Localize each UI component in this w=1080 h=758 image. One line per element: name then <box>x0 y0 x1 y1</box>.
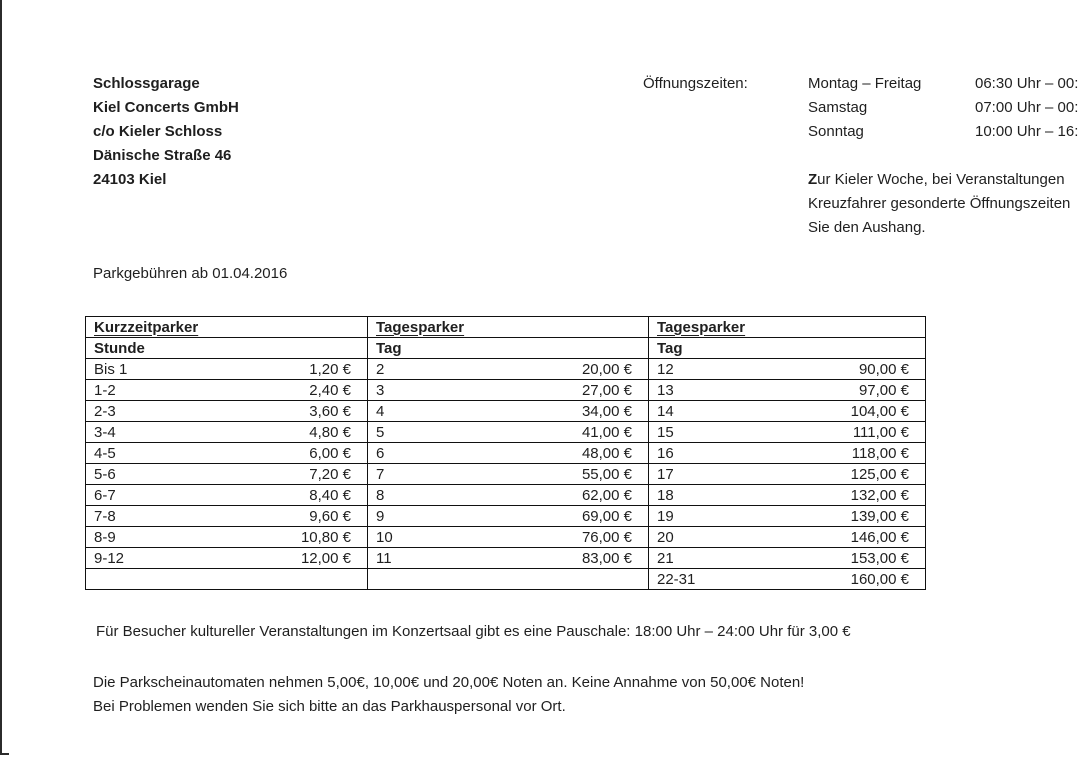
fee-price: 55,00 € <box>581 465 632 483</box>
table-cell <box>86 464 368 485</box>
table-cell <box>368 485 649 506</box>
page-edge-foot <box>0 753 9 755</box>
fee-cell <box>86 550 367 567</box>
fee-cell <box>368 361 648 378</box>
fee-price: 27,00 € <box>581 381 632 399</box>
fee-cell <box>368 424 648 441</box>
fee-price: 2,40 € <box>309 381 351 399</box>
opening-hours-time: 10:00 Uhr – 16: <box>975 123 1079 140</box>
fee-cell <box>649 550 925 567</box>
special-hours-note-line <box>808 168 1070 192</box>
table-cell <box>368 548 649 569</box>
fee-cell <box>649 529 925 546</box>
fee-label: 20 <box>657 528 674 546</box>
fee-cell <box>86 424 367 441</box>
fee-label: 11 <box>376 549 392 567</box>
table-row <box>86 380 926 401</box>
fee-cell <box>368 466 648 483</box>
table-cell <box>649 359 926 380</box>
fee-cell <box>649 445 925 462</box>
table-cell <box>649 317 926 338</box>
fee-cell <box>86 487 367 504</box>
table-cell <box>368 506 649 527</box>
fee-label: Bis 1 <box>94 360 128 378</box>
table-row <box>86 317 926 338</box>
fee-price: 34,00 € <box>581 402 632 420</box>
fee-price: 4,80 € <box>309 423 351 441</box>
fee-label: 22-31 <box>657 570 696 588</box>
table-cell <box>368 422 649 443</box>
note-bold-initial: Z <box>808 171 818 188</box>
table-cell <box>368 317 649 338</box>
table-cell <box>368 527 649 548</box>
column-subheader: Tag <box>657 339 683 357</box>
table-cell <box>368 443 649 464</box>
page-edge-line <box>0 0 2 755</box>
fee-label: 19 <box>657 507 674 525</box>
address-line: 24103 Kiel <box>93 171 167 188</box>
column-header: Tagesparker <box>657 318 746 336</box>
fee-label: 17 <box>657 465 674 483</box>
address-line: c/o Kieler Schloss <box>93 123 223 140</box>
opening-hours-time: 06:30 Uhr – 00: <box>975 75 1079 92</box>
table-cell <box>368 359 649 380</box>
special-hours-note-line: Sie den Aushang. <box>808 219 926 236</box>
fee-cell <box>368 508 648 525</box>
special-hours-note-line: Kreuzfahrer gesonderte Öffnungszeiten <box>808 195 1071 212</box>
fee-price: 20,00 € <box>581 360 632 378</box>
fee-cell <box>649 403 925 420</box>
table-cell <box>86 569 368 590</box>
fee-cell <box>649 466 925 483</box>
fee-label: 15 <box>657 423 674 441</box>
table-cell <box>86 422 368 443</box>
table-cell <box>86 443 368 464</box>
table-row <box>86 569 926 590</box>
table-cell <box>649 569 926 590</box>
fee-label: 13 <box>657 381 674 399</box>
flat-rate-note: Für Besucher kultureller Veranstaltungen im Konzertsaal gibt es eine Pauschale: 18:00 Uhr – 24:00 Uhr für 3,00 € <box>96 623 851 640</box>
fee-cell <box>649 424 925 441</box>
table-cell <box>368 464 649 485</box>
fee-cell <box>86 403 367 420</box>
fee-label: 6-7 <box>94 486 116 504</box>
table-cell <box>649 422 926 443</box>
fee-label: 2 <box>376 360 385 378</box>
fee-label: 3 <box>376 381 385 399</box>
table-row <box>86 359 926 380</box>
fee-price: 153,00 € <box>850 549 909 567</box>
fee-cell <box>649 361 925 378</box>
banknote-note: Die Parkscheinautomaten nehmen 5,00€, 10,00€ und 20,00€ Noten an. Keine Annahme von 50,00€ Noten! <box>93 674 805 691</box>
table-cell <box>86 317 368 338</box>
fee-cell <box>86 466 367 483</box>
fee-price: 132,00 € <box>850 486 909 504</box>
fee-cell <box>368 382 648 399</box>
table-cell <box>86 527 368 548</box>
fee-label: 9-12 <box>94 549 125 567</box>
table-row <box>86 485 926 506</box>
fee-label: 8-9 <box>94 528 116 546</box>
table-cell <box>368 569 649 590</box>
table-row <box>86 443 926 464</box>
table-row <box>86 338 926 359</box>
column-subheader: Stunde <box>94 339 145 357</box>
note-line-rest: ur Kieler Woche, bei Veranstaltungen <box>817 171 1065 188</box>
table-row <box>86 401 926 422</box>
fee-cell <box>368 403 648 420</box>
table-cell <box>86 338 368 359</box>
table-cell <box>86 359 368 380</box>
opening-hours-time: 07:00 Uhr – 00: <box>975 99 1079 116</box>
table-cell <box>86 548 368 569</box>
fee-label: 4 <box>376 402 385 420</box>
table-cell <box>368 401 649 422</box>
fee-cell <box>649 487 925 504</box>
table-cell <box>86 380 368 401</box>
table-cell <box>649 506 926 527</box>
fee-cell <box>86 382 367 399</box>
parking-fees-table <box>85 316 926 590</box>
payment-notes <box>93 671 804 719</box>
opening-hours-day: Montag – Freitag <box>808 75 922 92</box>
fee-price: 62,00 € <box>581 486 632 504</box>
opening-hours-label: Öffnungszeiten: <box>643 75 748 92</box>
fee-price: 1,20 € <box>309 360 351 378</box>
fee-price: 12,00 € <box>300 549 351 567</box>
special-hours-note <box>808 168 1070 240</box>
table-cell <box>368 380 649 401</box>
table-row <box>86 506 926 527</box>
table-cell <box>86 485 368 506</box>
fee-cell <box>86 529 367 546</box>
table-cell <box>86 506 368 527</box>
table-cell <box>649 464 926 485</box>
fee-price: 160,00 € <box>850 570 909 588</box>
table-row <box>86 548 926 569</box>
fee-label: 2-3 <box>94 402 116 420</box>
fee-label: 6 <box>376 444 385 462</box>
table-row <box>86 464 926 485</box>
table-cell <box>649 485 926 506</box>
opening-hours-row <box>808 72 1078 96</box>
table-cell <box>368 338 649 359</box>
fee-cell <box>649 382 925 399</box>
fee-price: 118,00 € <box>851 444 909 462</box>
fee-label: 18 <box>657 486 674 504</box>
fee-cell <box>368 445 648 462</box>
fee-cell <box>368 529 648 546</box>
fee-price: 76,00 € <box>581 528 632 546</box>
fee-price: 104,00 € <box>850 402 909 420</box>
fee-price: 10,80 € <box>300 528 351 546</box>
fee-cell <box>86 445 367 462</box>
fee-label: 16 <box>657 444 674 462</box>
fee-price: 139,00 € <box>850 507 909 525</box>
fee-label: 1-2 <box>94 381 116 399</box>
fee-price: 146,00 € <box>850 528 909 546</box>
fee-label: 21 <box>657 549 674 567</box>
fee-price: 41,00 € <box>581 423 632 441</box>
fee-label: 12 <box>657 360 674 378</box>
fee-label: 7 <box>376 465 385 483</box>
opening-hours-row <box>808 96 1078 120</box>
table-row <box>86 527 926 548</box>
fee-label: 14 <box>657 402 674 420</box>
table-cell <box>649 401 926 422</box>
table-cell <box>649 548 926 569</box>
page-title: Parkgebühren ab 01.04.2016 <box>93 265 288 282</box>
column-header: Kurzzeitparker <box>94 318 199 336</box>
opening-hours-row <box>808 120 1078 144</box>
fee-label: 8 <box>376 486 385 504</box>
fee-price: 90,00 € <box>858 360 909 378</box>
fee-price: 6,00 € <box>309 444 351 462</box>
address-line: Dänische Straße 46 <box>93 147 232 164</box>
address-line: Schlossgarage <box>93 75 200 92</box>
fee-price: 97,00 € <box>858 381 909 399</box>
column-subheader: Tag <box>376 339 402 357</box>
fee-cell <box>368 550 648 567</box>
table-row <box>86 422 926 443</box>
fee-label: 5 <box>376 423 385 441</box>
fee-price: 125,00 € <box>850 465 909 483</box>
opening-hours-day: Samstag <box>808 99 868 116</box>
table-cell <box>649 443 926 464</box>
fee-price: 48,00 € <box>581 444 632 462</box>
fee-cell <box>86 508 367 525</box>
staff-note: Bei Problemen wenden Sie sich bitte an das Parkhauspersonal vor Ort. <box>93 698 566 715</box>
fee-cell <box>86 361 367 378</box>
column-header: Tagesparker <box>376 318 465 336</box>
table-cell <box>649 527 926 548</box>
address-block <box>93 72 239 192</box>
address-line: Kiel Concerts GmbH <box>93 99 239 116</box>
table-cell <box>86 401 368 422</box>
fee-label: 4-5 <box>94 444 116 462</box>
table-cell <box>649 380 926 401</box>
fee-price: 8,40 € <box>309 486 351 504</box>
fee-label: 3-4 <box>94 423 116 441</box>
fee-price: 3,60 € <box>309 402 351 420</box>
fee-price: 111,00 € <box>852 423 909 441</box>
fee-price: 69,00 € <box>581 507 632 525</box>
opening-hours-day: Sonntag <box>808 123 864 140</box>
fee-price: 83,00 € <box>581 549 632 567</box>
fee-label: 5-6 <box>94 465 116 483</box>
opening-hours-list <box>808 72 1078 144</box>
fee-cell <box>649 571 925 588</box>
fee-cell <box>368 487 648 504</box>
fee-price: 9,60 € <box>309 507 351 525</box>
fee-label: 9 <box>376 507 385 525</box>
fee-label: 7-8 <box>94 507 116 525</box>
fee-price: 7,20 € <box>309 465 351 483</box>
fee-cell <box>649 508 925 525</box>
table-cell <box>649 338 926 359</box>
fee-label: 10 <box>376 528 393 546</box>
